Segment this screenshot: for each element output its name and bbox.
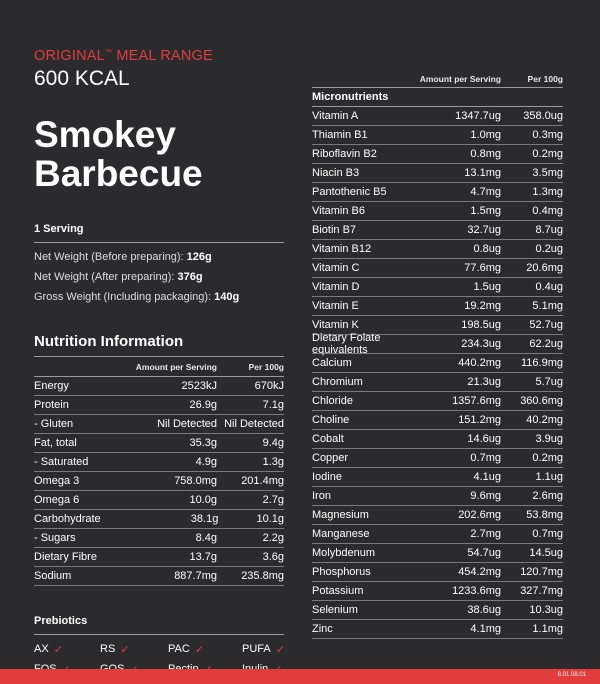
prebiotic-item <box>34 641 100 657</box>
amount-per-serving: 2523kJ <box>181 380 217 392</box>
amount-per-serving: 38.6ug <box>467 604 501 616</box>
table-row <box>34 548 284 567</box>
nutrition-table <box>34 377 284 586</box>
table-row <box>312 506 563 525</box>
nutrient-name: Protein <box>34 399 69 411</box>
table-row <box>34 491 284 510</box>
amount-per-serving: 14.6ug <box>467 433 501 445</box>
table-row <box>312 525 563 544</box>
amount-per-serving: 454.2mg <box>458 566 501 578</box>
amount-per-serving: 4.1ug <box>473 471 501 483</box>
amount-per-serving: 758.0mg <box>174 475 217 487</box>
table-row <box>312 601 563 620</box>
table-row <box>34 396 284 415</box>
amount-per-100g: 20.6mg <box>526 262 563 274</box>
nutrient-name: Copper <box>312 452 349 464</box>
table-row <box>312 373 563 392</box>
nutrient-name: Fat, total <box>34 437 77 449</box>
amount-per-100g: 52.7ug <box>529 319 563 331</box>
table-row <box>312 145 563 164</box>
amount-per-serving: 13.7g <box>189 551 217 563</box>
amount-per-serving: 887.7mg <box>174 570 217 582</box>
check-icon: ✓ <box>194 643 205 656</box>
table-row <box>34 472 284 491</box>
amount-per-serving: 1233.6mg <box>452 585 501 597</box>
amount-per-100g: 0.2mg <box>532 452 563 464</box>
nutrient-name: Riboflavin B2 <box>312 148 377 160</box>
amount-per-100g: 201.4mg <box>241 475 284 487</box>
amount-per-100g: 10.1g <box>256 513 284 525</box>
prebiotic-item <box>168 641 242 657</box>
nutrient-name: Vitamin C <box>312 262 360 274</box>
prebiotic-label: RS <box>100 643 116 655</box>
table-row <box>312 107 563 126</box>
amount-per-serving: 9.6mg <box>470 490 501 502</box>
nutrient-name: Niacin B3 <box>312 167 360 179</box>
table-row <box>312 544 563 563</box>
table-row <box>312 468 563 487</box>
table-row <box>312 563 563 582</box>
amount-per-100g: 8.7ug <box>535 224 563 236</box>
nutrient-name: Omega 6 <box>34 494 80 506</box>
amount-per-100g: 670kJ <box>254 380 284 392</box>
amount-per-100g: 62.2ug <box>529 338 563 350</box>
amount-per-100g: 3.6g <box>262 551 284 563</box>
nutrient-name: Zinc <box>312 623 333 635</box>
amount-per-100g: 40.2mg <box>526 414 563 426</box>
amount-per-100g: Nil Detected <box>224 418 284 430</box>
amount-per-100g: 0.2mg <box>532 148 563 160</box>
right-column <box>312 70 563 639</box>
amount-per-100g: 0.2ug <box>535 243 563 255</box>
amount-per-100g: 14.5ug <box>529 547 563 559</box>
nutrient-name: Molybdenum <box>312 547 375 559</box>
nutrient-name: Magnesium <box>312 509 369 521</box>
table-row <box>312 164 563 183</box>
nutrient-name: Vitamin K <box>312 319 359 331</box>
micronutrients-table <box>312 107 563 639</box>
nutrient-name: Dietary Folate equivalents <box>312 332 381 356</box>
nutrient-name: Vitamin D <box>312 281 360 293</box>
nutrition-table-header <box>34 357 284 377</box>
table-row <box>312 620 563 639</box>
nutrient-name: Iodine <box>312 471 342 483</box>
nutrient-name: Iron <box>312 490 331 502</box>
amount-per-serving: 21.3ug <box>467 376 501 388</box>
product-title: Smokey Barbecue <box>34 114 203 194</box>
prebiotic-label: PAC <box>168 643 190 655</box>
table-row <box>312 278 563 297</box>
amount-per-100g: 1.1ug <box>535 471 563 483</box>
amount-per-100g: 2.2g <box>262 532 284 544</box>
nutrient-name: Manganese <box>312 528 370 540</box>
amount-per-serving: Nil Detected <box>157 418 217 430</box>
product-code: 8.01.08.01 <box>557 672 586 678</box>
col-per-100g: Per 100g <box>527 73 563 84</box>
nutrient-name: Calcium <box>312 357 352 369</box>
table-row <box>34 510 284 529</box>
table-row <box>34 434 284 453</box>
amount-per-100g: 7.1g <box>262 399 284 411</box>
amount-per-serving: 0.8ug <box>473 243 501 255</box>
amount-per-serving: 38.1g <box>190 513 219 525</box>
nutrient-name: Phosphorus <box>312 566 371 578</box>
amount-per-100g: 9.4g <box>262 437 284 449</box>
table-row <box>312 240 563 259</box>
nutrient-name: Cobalt <box>312 433 344 445</box>
table-row <box>312 430 563 449</box>
table-row <box>34 415 284 434</box>
amount-per-100g: 235.8mg <box>241 570 284 582</box>
table-row <box>312 297 563 316</box>
amount-per-100g: 0.4mg <box>532 205 563 217</box>
table-row <box>312 449 563 468</box>
amount-per-100g: 327.7mg <box>520 585 563 597</box>
table-row <box>312 202 563 221</box>
amount-per-serving: 234.3ug <box>461 338 501 350</box>
amount-per-serving: 8.4g <box>195 532 217 544</box>
weight-row: Net Weight (After preparing): 376g <box>34 271 203 283</box>
amount-per-100g: 1.1mg <box>532 623 563 635</box>
amount-per-100g: 1.3g <box>262 456 284 468</box>
amount-per-100g: 2.7g <box>262 494 284 506</box>
weight-row: Gross Weight (Including packaging): 140g <box>34 291 240 303</box>
amount-per-serving: 77.6mg <box>464 262 501 274</box>
nutrient-name: Vitamin E <box>312 300 359 312</box>
prebiotic-item <box>242 641 302 657</box>
table-row <box>34 567 284 586</box>
amount-per-100g: 0.4ug <box>535 281 563 293</box>
amount-per-serving: 151.2mg <box>458 414 501 426</box>
nutrient-name: Omega 3 <box>34 475 80 487</box>
nutrient-name: Biotin B7 <box>312 224 357 236</box>
amount-per-serving: 32.7ug <box>467 224 501 236</box>
prebiotic-label: AX <box>34 643 49 655</box>
amount-per-serving: 1357.6mg <box>452 395 501 407</box>
amount-per-serving: 202.6mg <box>458 509 501 521</box>
amount-per-serving: 2.7mg <box>470 528 501 540</box>
table-row <box>312 332 563 356</box>
nutrient-name: Choline <box>312 414 350 426</box>
nutrient-name: Thiamin B1 <box>312 129 368 141</box>
amount-per-serving: 35.3g <box>189 437 217 449</box>
prebiotic-item <box>100 641 168 657</box>
nutrient-name: Sodium <box>34 570 72 582</box>
micro-table-header <box>312 70 563 88</box>
col-amount-per-serving: Amount per Serving <box>419 73 501 84</box>
amount-per-100g: 5.7ug <box>535 376 563 388</box>
amount-per-serving: 440.2mg <box>458 357 501 369</box>
nutrient-name: Selenium <box>312 604 358 616</box>
amount-per-100g: 120.7mg <box>520 566 563 578</box>
table-row <box>312 582 563 601</box>
amount-per-serving: 1.5mg <box>470 205 501 217</box>
check-icon: ✓ <box>120 643 130 656</box>
nutrient-name: Dietary Fibre <box>34 551 97 563</box>
amount-per-100g: 5.1mg <box>532 300 563 312</box>
amount-per-100g: 3.5mg <box>532 167 563 179</box>
amount-per-serving: 54.7ug <box>467 547 501 559</box>
amount-per-100g: 116.9mg <box>521 357 563 369</box>
prebiotic-label: PUFA <box>242 643 271 655</box>
amount-per-100g: 53.8mg <box>526 509 563 521</box>
amount-per-serving: 1.5ug <box>473 281 501 293</box>
amount-per-100g: 358.0ug <box>523 110 563 122</box>
table-row <box>312 411 563 430</box>
amount-per-100g: 0.7mg <box>532 528 563 540</box>
amount-per-serving: 1.0mg <box>470 129 501 141</box>
amount-per-serving: 26.9g <box>189 399 217 411</box>
footer-bar <box>0 669 600 684</box>
nutrition-title: Nutrition Information <box>34 333 284 357</box>
table-row <box>312 392 563 411</box>
nutrient-name: Vitamin A <box>312 110 359 122</box>
amount-per-serving: 0.7mg <box>470 452 501 464</box>
nutrient-name: Potassium <box>312 585 364 597</box>
prebiotics-title: Prebiotics <box>34 615 284 635</box>
table-row <box>312 354 563 373</box>
amount-per-100g: 1.3mg <box>532 186 563 198</box>
nutrient-name: Vitamin B6 <box>312 205 365 217</box>
meal-range-label: ORIGINAL™ MEAL RANGE <box>34 48 213 64</box>
table-row <box>312 126 563 145</box>
table-row <box>312 183 563 202</box>
nutrient-name: - Saturated <box>34 456 89 468</box>
amount-per-serving: 4.1mg <box>470 623 501 635</box>
amount-per-serving: 19.2mg <box>464 300 501 312</box>
amount-per-serving: 198.5ug <box>461 319 501 331</box>
nutrient-name: Chromium <box>312 376 363 388</box>
nutrient-name: Chloride <box>312 395 353 407</box>
nutrient-name: - Gluten <box>34 418 74 430</box>
weight-row: Net Weight (Before preparing): 126g <box>34 251 212 263</box>
check-icon: ✓ <box>53 643 63 656</box>
weights-list <box>34 247 284 307</box>
table-row <box>34 377 284 396</box>
amount-per-serving: 0.8mg <box>470 148 501 160</box>
amount-per-100g: 0.3mg <box>532 129 563 141</box>
amount-per-100g: 10.3ug <box>529 604 563 616</box>
amount-per-100g: 2.6mg <box>532 490 563 502</box>
table-row <box>312 487 563 506</box>
amount-per-100g: 360.6mg <box>520 395 563 407</box>
kcal-label: 600 KCAL <box>34 67 130 90</box>
nutrient-name: Pantothenic B5 <box>312 186 387 198</box>
table-row <box>312 259 563 278</box>
serving-label: 1 Serving <box>34 223 284 243</box>
nutrient-name: Carbohydrate <box>34 513 101 525</box>
amount-per-serving: 1347.7ug <box>455 110 501 122</box>
left-column <box>34 48 284 677</box>
amount-per-100g: 3.9ug <box>535 433 563 445</box>
table-row <box>312 221 563 240</box>
col-per-100g: Per 100g <box>248 361 284 372</box>
nutrient-name: Energy <box>34 380 69 392</box>
amount-per-serving: 13.1mg <box>464 167 501 179</box>
amount-per-serving: 4.7mg <box>470 186 501 198</box>
table-row <box>34 529 284 548</box>
amount-per-serving: 4.9g <box>195 456 217 468</box>
nutrient-name: Vitamin B12 <box>312 243 372 255</box>
amount-per-serving: 10.0g <box>189 494 217 506</box>
table-row <box>34 453 284 472</box>
micronutrients-title: Micronutrients <box>312 88 563 107</box>
nutrient-name: - Sugars <box>34 532 76 544</box>
check-icon: ✓ <box>275 643 285 656</box>
col-amount-per-serving: Amount per Serving <box>135 361 217 372</box>
